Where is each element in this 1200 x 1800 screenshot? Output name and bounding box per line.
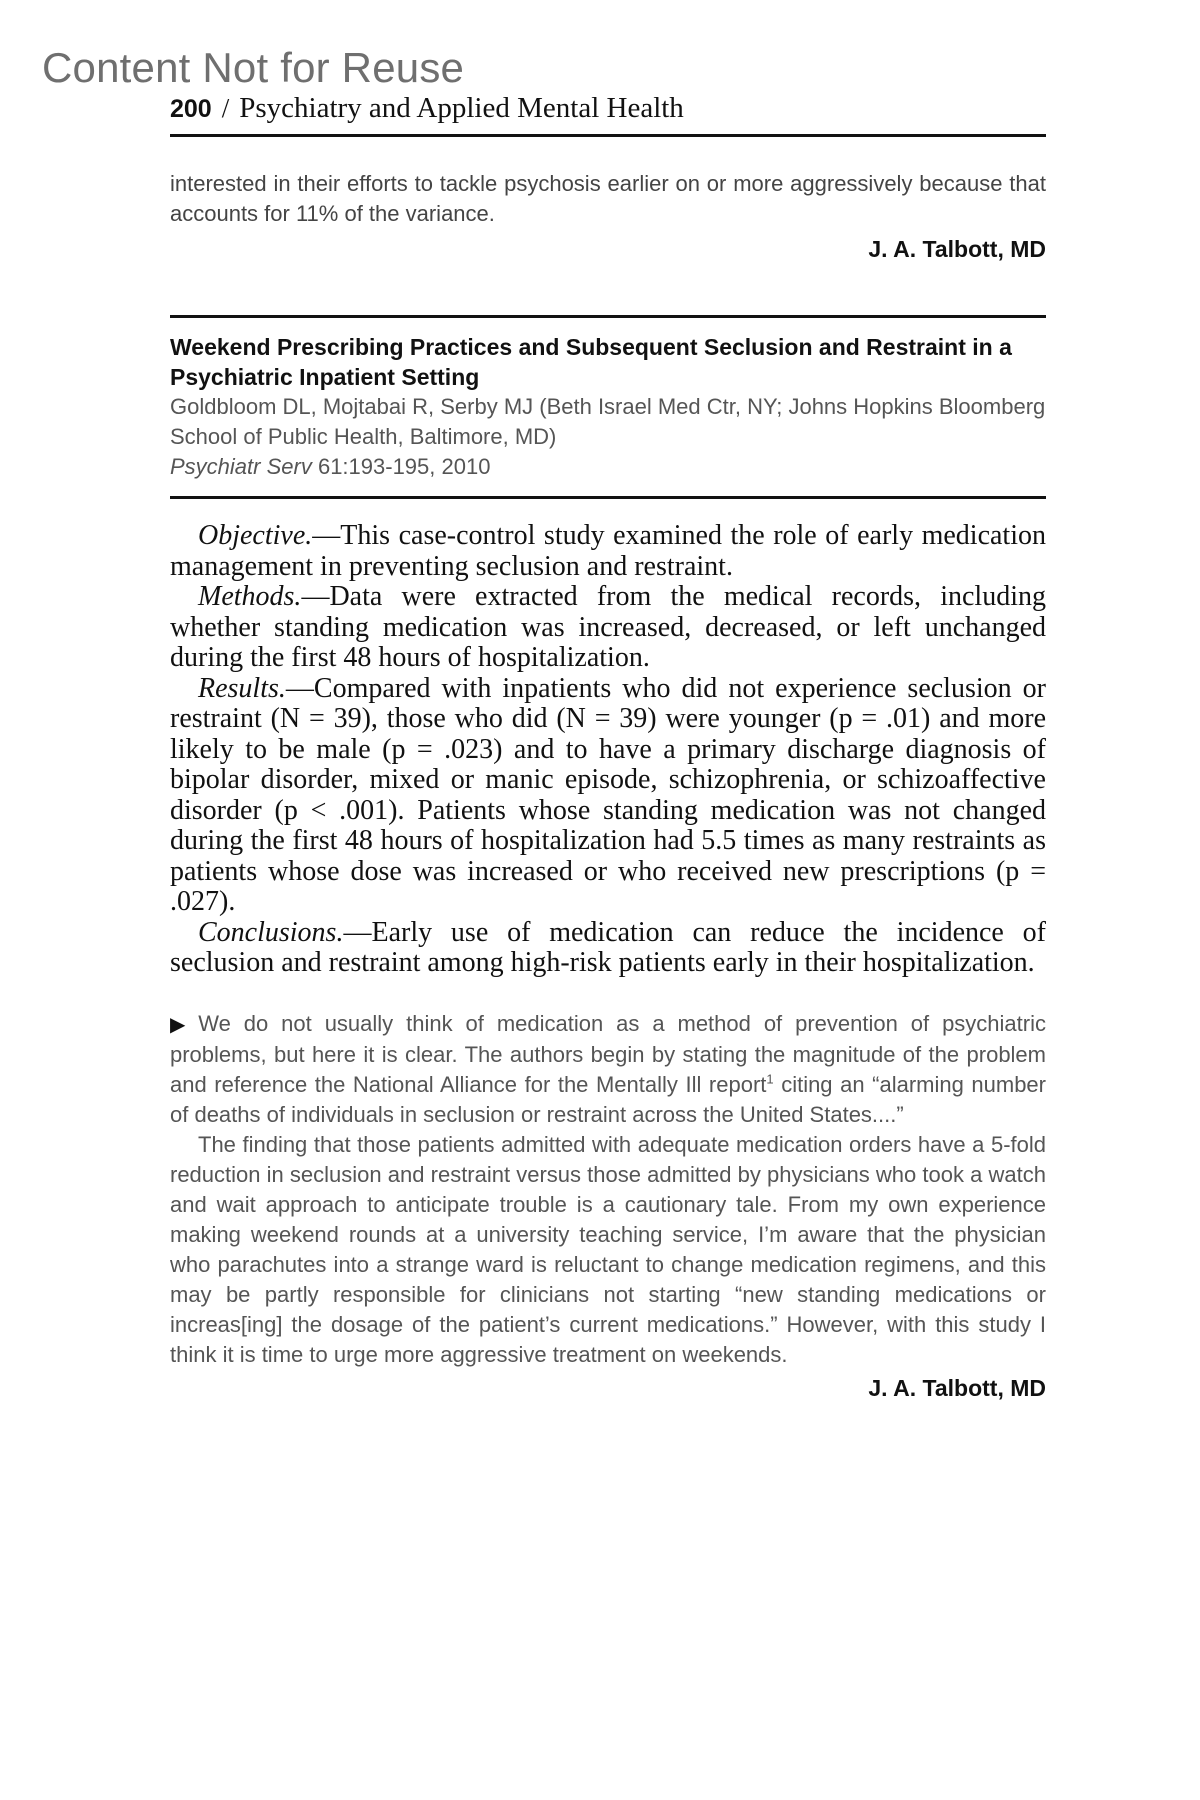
abstract-results bbox=[170, 674, 1046, 918]
abstract-objective bbox=[170, 521, 1046, 582]
watermark: Content Not for Reuse bbox=[42, 44, 465, 91]
journal-title: Psychiatry and Applied Mental Health bbox=[239, 92, 684, 124]
article-title: Weekend Prescribing Practices and Subsequent Seclusion and Restraint in a Psychiatric Inpatient Setting bbox=[170, 334, 1012, 390]
header-rule bbox=[170, 134, 1046, 137]
commentary-signature: J. A. Talbott, MD bbox=[868, 1374, 1046, 1401]
commentary-text: citing an “alarming number of deaths of individuals in seclusion or restraint across the United States....” bbox=[170, 1071, 1046, 1127]
abstract-label: Methods. bbox=[198, 581, 302, 612]
article-top-rule bbox=[170, 315, 1046, 318]
page bbox=[170, 92, 1046, 1404]
commentary-paragraph-2: The finding that those patients admitted with adequate medication orders have a 5-fold reduction in seclusion and restraint versus those admitted by physicians who took a watch and wait approach to anticipate trouble is a cautionary tale. From my own experience making weekend rounds at a university teaching service, I’m aware that the physician who parachutes into a strange ward is reluctant to change medication regimens, and this may be partly responsible for clinicians not starting “new standing medications or increas[ing] the dosage of the patient’s current medications.” However, with this study I think it is time to urge more aggressive treatment on weekends. bbox=[170, 1131, 1046, 1367]
abstract-text: —Data were extracted from the medical records, including whether standing medication was increased, decreased, or left unchanged during the first 48 hours of hospitalization. bbox=[170, 581, 1046, 673]
continuation-text: interested in their efforts to tackle psychosis earlier on or more aggressively because that accounts for 11% of the variance. bbox=[170, 171, 1046, 226]
header-separator: / bbox=[221, 93, 230, 123]
arrow-marker-icon: ▶ bbox=[170, 1013, 193, 1036]
abstract-text: —Compared with inpatients who did not experience seclusion or restraint (N = 39), those who did (N = 39) were younger (p = .01) and more likely to be male (p = .023) and to have a primary discharge diagnosis of bipolar disorder, mixed or manic episode, schizophrenia, or schizoaffective disorder (p < .001). Patients whose standing medication was not changed during the first 48 hours of hospitalization had 5.5 times as many restraints as patients whose dose was increased or who received new prescriptions (p = .027). bbox=[170, 672, 1046, 917]
abstract-conclusions bbox=[170, 918, 1046, 979]
continuation-signature: J. A. Talbott, MD bbox=[868, 236, 1046, 262]
abstract-methods bbox=[170, 582, 1046, 674]
abstract bbox=[170, 521, 1046, 979]
commentary bbox=[170, 1009, 1046, 1370]
abstract-label: Conclusions. bbox=[198, 916, 344, 948]
running-head bbox=[170, 92, 1046, 134]
citation-journal: Psychiatr Serv bbox=[170, 454, 312, 479]
citation-details: 61:193-195, 2010 bbox=[317, 454, 491, 479]
abstract-text: —Early use of medication can reduce the incidence of seclusion and restraint among high-risk patients early in their hospitalization. bbox=[170, 916, 1046, 978]
reference-superscript: 1 bbox=[766, 1071, 774, 1087]
abstract-label: Results. bbox=[198, 672, 286, 704]
abstract-text: —This case-control study examined the role of early medication management in preventing seclusion and restraint. bbox=[170, 520, 1046, 582]
commentary-paragraph-1 bbox=[170, 1009, 1046, 1130]
article-authors: Goldbloom DL, Mojtabai R, Serby MJ (Beth Israel Med Ctr, NY; Johns Hopkins Bloomberg School of Public Health, Baltimore, MD) bbox=[170, 394, 1046, 449]
commentary-text: We do not usually think of medication as a method of prevention of psychiatric problems, but here it is clear. The authors begin by stating the magnitude of the problem and reference the National Alliance for the Mentally Ill report bbox=[170, 1010, 1046, 1097]
abstract-rule bbox=[170, 496, 1046, 499]
article-citation bbox=[170, 452, 1046, 482]
abstract-label: Objective. bbox=[198, 520, 313, 551]
page-number: 200 bbox=[170, 95, 212, 123]
